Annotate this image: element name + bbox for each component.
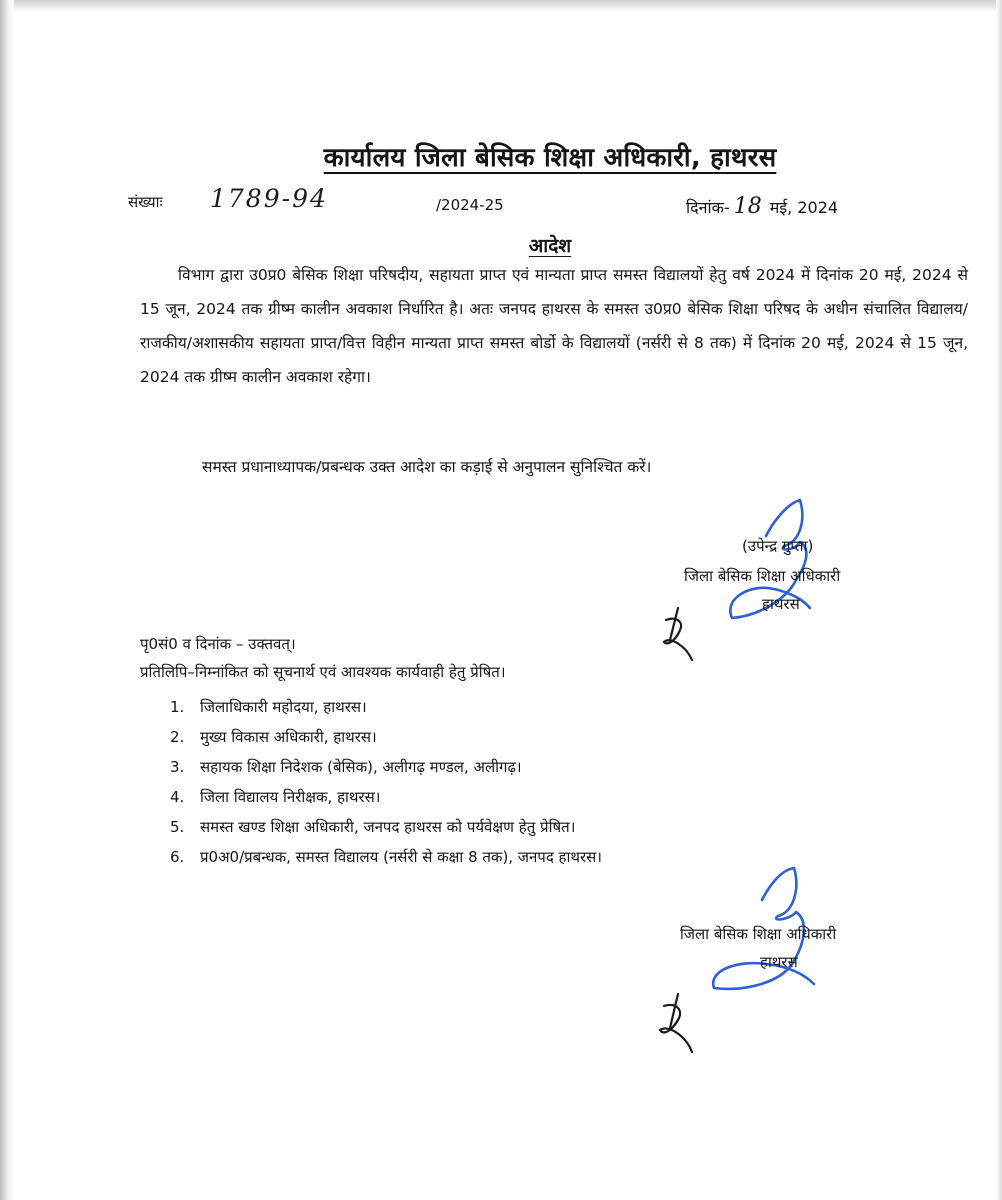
order-paragraph-2: समस्त प्रधानाध्यापक/प्रबन्धक उक्त आदेश का कड़ाई से अनुपालन सुनिश्चित करें।: [202, 458, 652, 476]
copy-recipient-list: [170, 692, 602, 872]
copy-reference-line: पृ0सं0 व दिनांक – उक्तवत्।: [140, 635, 296, 653]
date-day-handwritten: 18: [733, 194, 762, 219]
list-item: 6. प्र0अ0/प्रबन्धक, समस्त विद्यालय (नर्सरी से कक्षा 8 तक), जनपद हाथरस।: [170, 848, 602, 866]
reference-label: संख्याः: [128, 193, 163, 211]
signatory-name: (उपेन्द्र गुप्ता): [742, 537, 814, 555]
signatory-2-place: हाथरस: [760, 953, 798, 971]
signatory-designation: जिला बेसिक शिक्षा अधिकारी: [684, 567, 841, 585]
scan-edge-right: [996, 0, 1002, 1200]
list-item: 5. समस्त खण्ड शिक्षा अधिकारी, जनपद हाथरस को पर्यवेक्षण हेतु प्रेषित।: [170, 818, 576, 836]
date-label: दिनांक-: [686, 198, 730, 217]
signature-1-initial-stroke: [664, 608, 692, 660]
list-item: 4. जिला विद्यालय निरीक्षक, हाथरस।: [170, 788, 381, 806]
order-heading: आदेश: [528, 235, 572, 257]
signature-2-initial-stroke: [660, 994, 692, 1052]
list-item: 3. सहायक शिक्षा निदेशक (बेसिक), अलीगढ़ मण्डल, अलीगढ़।: [170, 758, 522, 776]
signatory-2-designation: जिला बेसिक शिक्षा अधिकारी: [680, 925, 837, 943]
order-paragraph-1: विभाग द्वारा उ0प्र0 बेसिक शिक्षा परिषदीय, सहायता प्राप्त एवं मान्यता प्राप्त समस्त विद्यालयों हेतु वर्ष 2024 में दिनांक 20 मई, 2024 से 15 जून, 2024 तक ग्रीष्म कालीन अवकाश निर्धारित है। अतः जनपद हाथरस के समस्त उ0प्र0 बेसिक शिक्षा परिषद के अधीन संचालित विद्यालय/राजकीय/अशासकीय सहायता प्राप्त/वित्त विहीन मान्यता प्राप्त समस्त बोर्डो के विद्यालयों (नर्सरी से 8 तक) में दिनांक 20 मई, 2024 से 15 जून, 2024 तक ग्रीष्म कालीन अवकाश रहेगा।: [140, 266, 968, 386]
list-item: 2. मुख्य विकास अधिकारी, हाथरस।: [170, 728, 377, 746]
date-month-year: मई, 2024: [769, 198, 839, 217]
reference-number-handwritten: 1789-94: [210, 184, 328, 213]
office-title: कार्यालय जिला बेसिक शिक्षा अधिकारी, हाथरस: [323, 143, 777, 173]
scan-edge-top: [0, 0, 1002, 12]
signatory-place: हाथरस: [762, 595, 800, 613]
scan-edge-left: [0, 0, 14, 1200]
reference-year: /2024-25: [436, 196, 504, 214]
signature-2-ink: [650, 860, 850, 1060]
copy-intro: प्रतिलिपि–निम्नांकित को सूचनार्थ एवं आवश्यक कार्यवाही हेतु प्रेषित।: [140, 663, 506, 681]
order-date: [686, 194, 838, 219]
list-item: 1. जिलाधिकारी महोदया, हाथरस।: [170, 698, 367, 716]
